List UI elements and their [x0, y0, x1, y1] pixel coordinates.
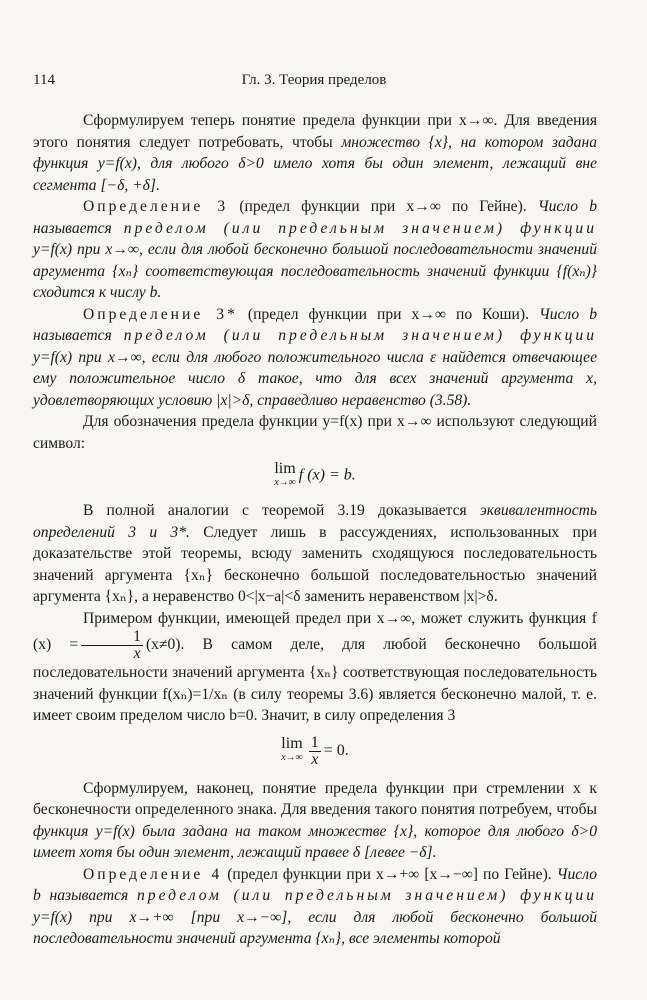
paragraph-signed-infinity: Сформулируем, наконец, понятие предела функции при стремлении x к бесконечности определенного знака. Для введения такого понятия потребуем, чтобы функция y=f(x) была задана на таком множестве {x}, которое для любого δ>0 имеет хотя бы один элемент, лежащий правее δ [левее −δ].	[33, 779, 597, 861]
formula-limit-b: lim x→∞ f (x) = b.	[274, 460, 356, 488]
paragraph-equivalence: В полной аналогии с теоремой 3.19 доказывается эквивалентность определений 3 и 3*. Следует лишь в рассуждениях, использованных при доказательстве этой теоремы, всюду заменить сходящуюся последовательность значений аргумента {xₙ} бесконечно большой последовательностью значений аргумента {xₙ}, а неравенство 0<|x−a|<δ заменить неравенством |x|>δ.	[33, 502, 597, 605]
definition-3-star: Определение 3* (предел функции при x→∞ по Коши). Число b называется пределом (или предельным значением) функции y=f(x) при x→∞, если для любого положительного числа ε найдется отвечающее ему положительное число δ такое, что для всех значений аргумента x, удовлетворяющих условию |x|>δ, справедливо неравенство (3.58).	[33, 305, 598, 409]
definition-3-label: Определение 3	[83, 198, 229, 215]
fraction-1-over-x: $\frac{1}{x}$	[81, 629, 143, 662]
paragraph-intro: Сформулируем теперь понятие предела функции при x→∞. Для введения этого понятия следует потребовать, чтобы множество {x}, на котором задана функция y=f(x), для любого δ>0 имело хотя бы один элемент, лежащий вне сегмента [−δ, +δ].	[33, 112, 598, 194]
page-number: 114	[33, 72, 55, 88]
running-title: Гл. 3. Теория пределов	[241, 72, 387, 88]
page-body	[33, 110, 597, 950]
paragraph-example: Примером функции, имеющей предел при x→∞, может служить функция f (x) = $\frac{1}{x}$ (x≠0). В самом деле, для любой бесконечно большой последовательности значений аргумента {xₙ} соответствующая последовательность значений функции f(xₙ)=1/xₙ (в силу теоремы 3.6) является бесконечно малой, т. е. имеет своим пределом число b=0. Значит, в силу определения 3	[33, 609, 597, 724]
definition-4: Определение 4 (предел функции при x→+∞ [x→−∞] по Гейне). Число b называется пределом (или предельным значением) функции y=f(x) при x→+∞ [при x→−∞], если для любой бесконечно большой последовательности значений аргумента {xₙ}, все элементы которой	[33, 865, 597, 947]
formula-limit-zero: lim x→∞ $\frac{1}{x}$ = 0.	[281, 733, 349, 768]
paragraph-notation: Для обозначения предела функции y=f(x) при x→∞ используют следующий символ:	[33, 413, 597, 452]
definition-3-star-label: Определение 3*	[83, 305, 238, 323]
page-header	[33, 72, 595, 96]
definition-4-label: Определение 4	[83, 865, 223, 883]
definition-3: Определение 3 (предел функции при x→∞ по Гейне). Число b называется пределом (или предельным значением) функции y=f(x) при x→∞, если для любой бесконечно большой последовательности значений аргумента {xₙ} соответствующая последовательность значений функции {f(xₙ)} сходится к числу b.	[33, 198, 597, 301]
